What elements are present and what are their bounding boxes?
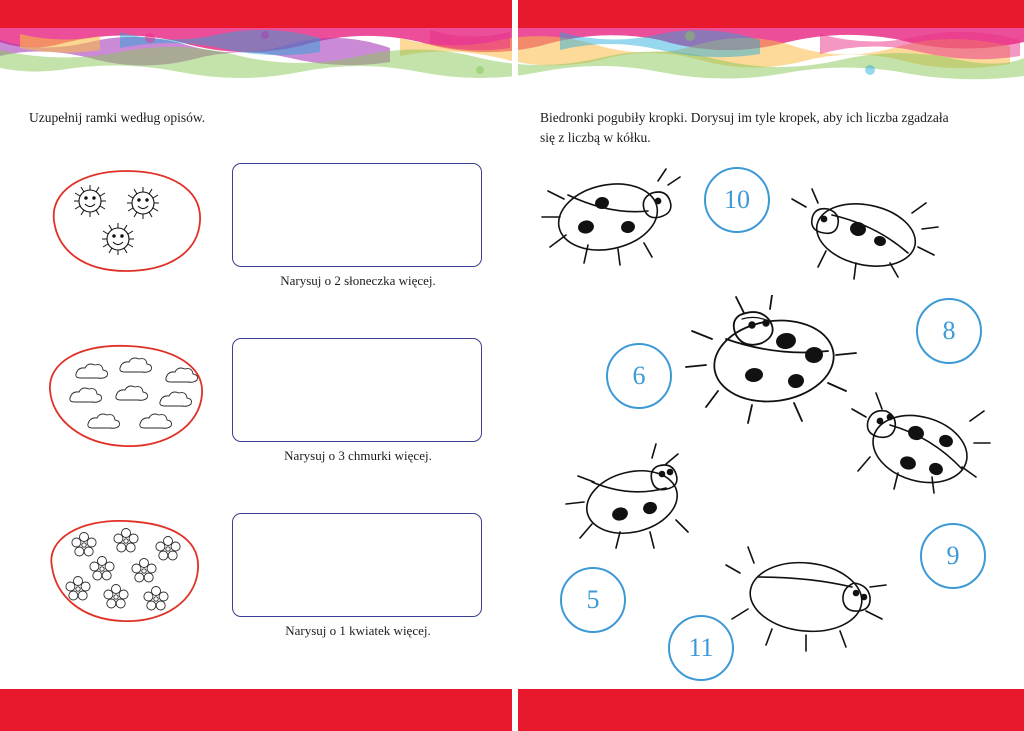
right-instruction: Biedronki pogubiły kropki. Dorysuj im tyle kropek, aby ich liczba zgadzała się z liczbą w kółku.: [540, 110, 949, 145]
right-column: [518, 95, 1024, 662]
number-circle-6: 6: [606, 343, 672, 409]
cloud-blob-group: [40, 340, 212, 452]
exercise-caption-2: Narysuj o 3 chmurki więcej.: [284, 448, 432, 463]
exercise-caption-3: Narysuj o 1 kwiatek więcej.: [285, 623, 431, 638]
left-instruction: Uzupełnij ramki według opisów.: [29, 110, 206, 125]
sun-blob-group: [40, 165, 212, 277]
number-circle-11: 11: [668, 615, 734, 681]
number-circle-10: 10: [704, 167, 770, 233]
number-circle-9: 9: [920, 523, 986, 589]
ladybug-top-right: [780, 185, 950, 300]
left-column: [0, 95, 512, 655]
ladybug-mid-left: [558, 440, 718, 565]
ladybug-bottom: [714, 535, 904, 670]
flower-blob-group: [40, 515, 212, 627]
answer-box-2[interactable]: [232, 338, 482, 442]
answer-box-1[interactable]: [232, 163, 482, 267]
number-circle-5: 5: [560, 567, 626, 633]
top-gutter: [512, 0, 518, 28]
ladybug-top-left: [540, 165, 700, 280]
splash-gutter: [512, 26, 518, 80]
ladybug-mid-right: [824, 385, 1004, 520]
number-circle-8: 8: [916, 298, 982, 364]
answer-box-3[interactable]: [232, 513, 482, 617]
bottom-gutter: [512, 689, 518, 731]
exercise-caption-1: Narysuj o 2 słoneczka więcej.: [280, 273, 436, 288]
